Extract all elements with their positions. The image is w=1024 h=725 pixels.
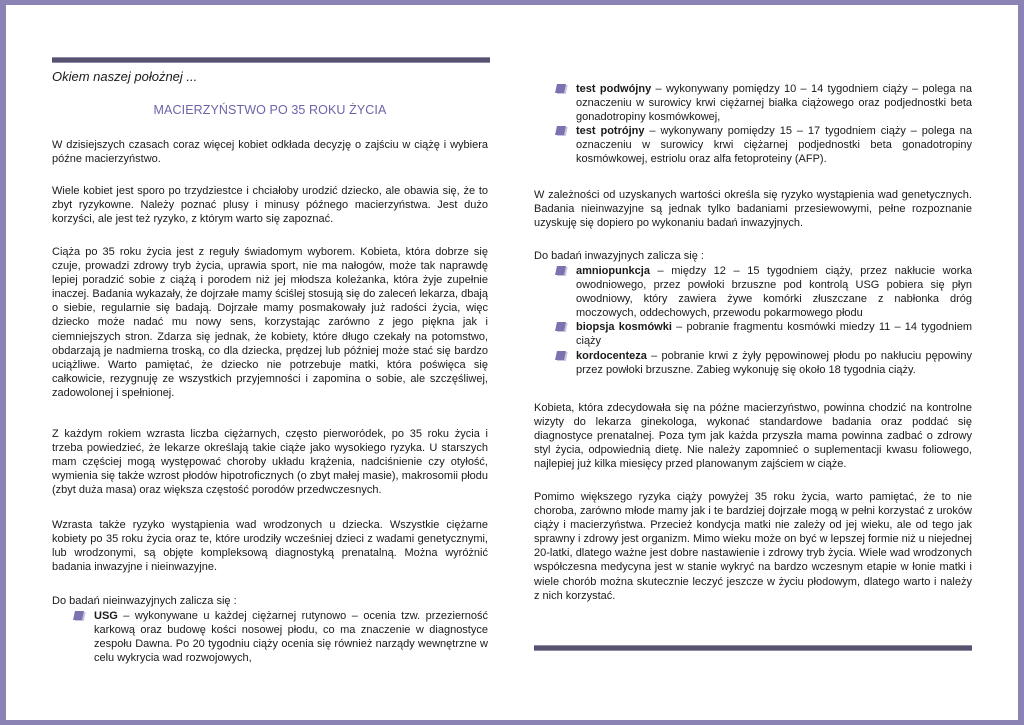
- bullet-icon: [556, 84, 567, 94]
- text-triple-test: – wykonywany pomiędzy 15 – 17 tygodniem ciąży – polega na oznaczeniu w surowicy krwi ciężarnej podjednostki beta gonadotropiny kosmówkowej, estriolu oraz alfa fetoproteiny (AFP).: [576, 125, 972, 166]
- list-item-triple-test: [534, 124, 972, 166]
- text-cordocentesis: – pobranie krwi z żyły pępowinowej płodu po nakłuciu pępowiny przez powłoki brzuszne. Zabieg wykonuję się około 18 tygodnia ciąży.: [576, 349, 972, 376]
- term-amniocentesis: amniopunkcja: [576, 265, 650, 277]
- bullet-icon: [556, 351, 567, 361]
- term-usg: USG: [94, 610, 118, 622]
- bullet-icon: [556, 322, 567, 332]
- text-usg: – wykonywane u każdej ciężarnej rutynowo – ocenia tzw. przezierność karkową oraz budowę kości nosowej płodu, co ma znaczenie w diagnostyce zespołu Dawna. Po 20 tygodniu ciąży ocenia się również narządy wewnętrzne w celu wykrycia wad rozwojowych,: [94, 610, 488, 665]
- paragraph-benefits: Ciąża po 35 roku życia jest z reguły świadomym wyborem. Kobieta, która dobrze się czuje, prowadzi zdrowy tryb życia, uprawia sport, nie ma nałogów, może tak naprawdę lepiej poradzić sobie z ciążą i porodem niż jej młodsza koleżanka, która żyje zupełnie inaczej. Badania wykazały, że dojrzałe mamy ściślej stosują się do zaleceń lekarza, dbają o siebie, regularnie się badają. Dojrzałe mamy posmakowały już radości życia, więc dziecko może nadać mu nowy sens, korzystając zarówno z jego piękna jak i ciemniejszych stron. Zdarza się jednak, że kobiety, które długo czekały na potomstwo, obdarzają je nadmierna troską, co dla dziecka, prędzej lub później może stać się bardzo uciążliwe. Warto pamiętać, że dziecko nie potrzebuje matki, która poświęca się całkowicie, rezygnuję ze wszystkich przyjemności i zapomina o sobie, ale szczęśliwej, zadowolonej i spełnionej.: [52, 246, 488, 399]
- document-page: [6, 5, 1018, 720]
- paragraph-conclusion: Pomimo większego ryzyka ciąży powyżej 35 roku życia, warto pamiętać, że to nie choroba, zarówno młode mamy jak i te bardziej dojrzałe mogą w pełni korzystać z uroków ciąży i macierzyństwa. Przecież kondycja matki nie zależy od jej wieku, ale od tego jak sprawny i zdrowy jest organizm. Mimo wieku może on być w lepszej formie niż u niejednej 20-latki, dlatego ważne jest dobre nastawienie i zdrowy tryb życia. Wiele wad wrodzonych współczesna medycyna jest w stanie wykryć na bardzo wczesnym etapie w łonie matki i wiele chorób można skutecznie leczyć jeszcze w życiu płodowym, dlatego warto i należy z nich korzystać.: [534, 491, 972, 602]
- term-double-test: test podwójny: [576, 83, 652, 95]
- noninvasive-list: [52, 609, 488, 665]
- text-double-test: – wykonywany pomiędzy 10 – 14 tygodniem ciąży – polega na oznaczeniu w surowicy krwi ciężarnej białka ciążowego oraz podjednostki beta gonadotropiny kosmówkowej,: [576, 83, 972, 124]
- article-title: MACIERZYŃSTWO PO 35 ROKU ŻYCIA: [153, 103, 387, 117]
- paragraph-care: Kobieta, która zdecydowała się na późne macierzyństwo, powinna chodzić na kontrolne wizyty do lekarza ginekologa, wykonać standardowe badania oraz poddać się diagnostyce prenatalnej. Poza tym jak każda przyszła mama powinna zadbać o zdrowy styl życia, odpowiednią dietę. Nie należy zapomnieć o suplementacji kwasu foliowego, najlepiej już kilka miesięcy przed planowanym zajściem w ciąże.: [534, 402, 972, 471]
- paragraph-results: W zależności od uzyskanych wartości określa się ryzyko wystąpienia wad genetycznych. Badania nieinwazyjne są jednak tylko badaniami przesiewowymi, pełne rozpoznanie uzyskuję się dopiero po wykonaniu badań inwazyjnych.: [534, 189, 972, 230]
- list-item-cvs: [534, 320, 972, 348]
- term-cvs: biopsja kosmówki: [576, 321, 672, 334]
- list-item-double-test: [534, 82, 972, 124]
- paragraph-concerns: Wiele kobiet jest sporo po trzydziestce i chciałoby urodzić dziecko, ale obawia się, że to zbyt ryzykowne. Należy poznać plusy i minusy późnego macierzyństwa. Jest dużo korzyści, ale jest też ryzyko, z którym warto się zapoznać.: [52, 185, 488, 226]
- paragraph-defects: Wzrasta także ryzyko wystąpienia wad wrodzonych u dziecka. Wszystkie ciężarne kobiety po 35 roku życia oraz te, które urodziły wcześniej dzieci z wadami genetycznymi, lub wrodzonymi, są objęte kompleksową diagnostyką prenatalną. Można wyróżnić badania inwazyjne i nieinwazyjne.: [52, 519, 488, 574]
- invasive-list: [534, 264, 972, 377]
- text-cvs: – pobranie fragmentu kosmówki miedzy 11 – 14 tygodniem ciąży: [576, 321, 972, 348]
- article-kicker: Okiem naszej położnej ...: [52, 69, 198, 84]
- text-amniocentesis: – między 12 – 15 tygodniem ciąży, przez nakłucie worka owodniowego, przez powłoki brzuszne pod kontrolą USG pobiera się płyn owodniowy, który zawiera żywe komórki złuszczane z nabłonka dróg moczowych, oddechowych, przewodu pokarmowego płodu: [576, 265, 972, 320]
- list-item-cordocentesis: [534, 349, 972, 377]
- bullet-icon: [556, 266, 567, 276]
- list-item-amniocentesis: [534, 264, 972, 320]
- bullet-icon: [74, 611, 85, 621]
- paragraph-invasive-intro: Do badań inwazyjnych zalicza się :: [534, 250, 704, 262]
- paragraph-risks: Z każdym rokiem wzrasta liczba ciężarnych, często pierworódek, po 35 roku życia i trzeba powiedzieć, że lekarze określają takie ciąże jako wysokiego ryzyka. U starszych mam częściej mogą występować choroby układu krążenia, nadciśnienie czy otyłość, wymienia się także wzrost płodów hipotroficznych (o zbyt małej masie), makrosomii płodu (zbyt duża masa) oraz większa częstość porodów przedwczesnych.: [52, 428, 488, 497]
- term-cordocentesis: kordocenteza: [576, 349, 647, 362]
- bullet-icon: [556, 126, 567, 136]
- noninvasive-list-continued: [534, 82, 972, 167]
- top-divider: [52, 57, 490, 63]
- paragraph-noninvasive-intro: Do badań nieinwazyjnych zalicza się :: [52, 595, 237, 607]
- list-item-usg: [52, 609, 488, 665]
- bottom-divider: [534, 645, 972, 651]
- term-triple-test: test potrójny: [576, 125, 645, 138]
- paragraph-intro: W dzisiejszych czasach coraz więcej kobiet odkłada decyzję o zajściu w ciążę i wybiera późne macierzyństwo.: [52, 139, 488, 166]
